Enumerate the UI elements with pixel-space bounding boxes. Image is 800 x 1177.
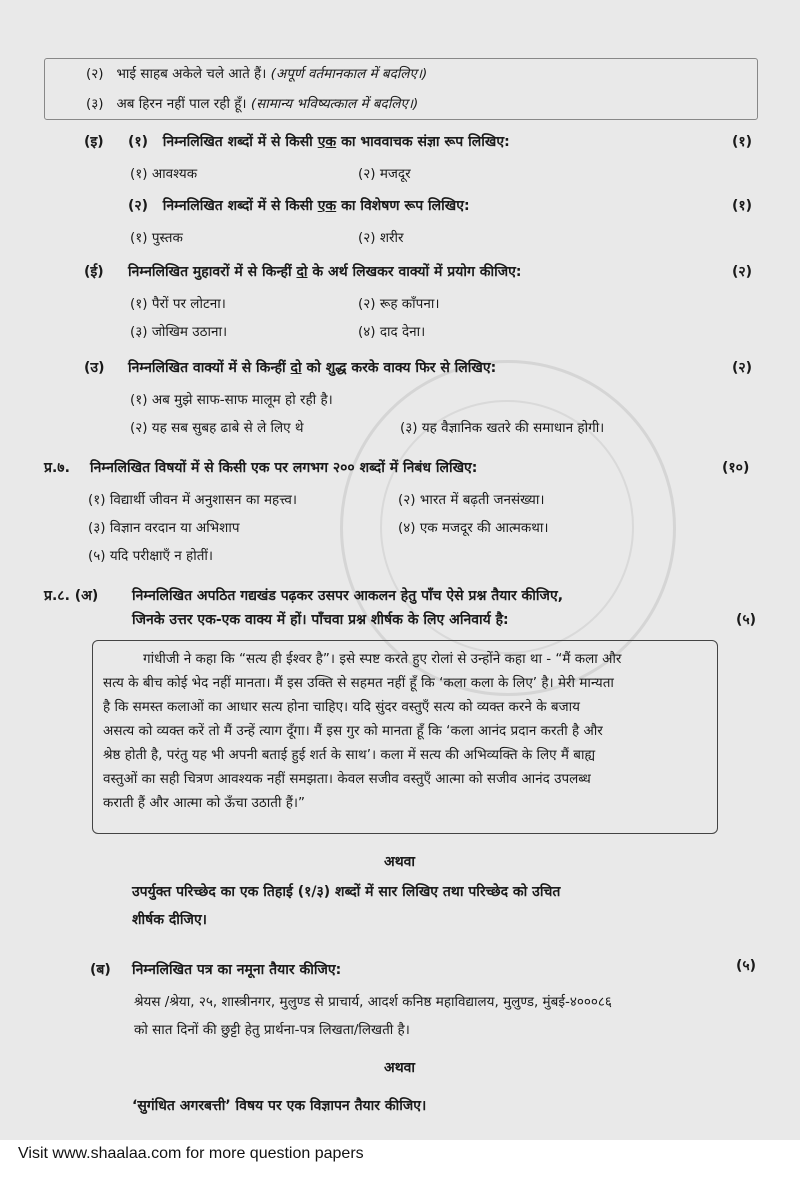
question-i-sub2-marks: (१) xyxy=(732,198,753,214)
question-ii-opt2: (२) रूह काँपना। xyxy=(358,296,440,312)
passage-line: श्रेष्ठ होती है, परंतु यह भी अपनी बताई हुई शर्त के साथ’। कला में सत्य की अभिव्यक्ति के लिए मैं बाह्य xyxy=(103,747,596,763)
question-i-sub1 xyxy=(128,132,510,152)
question-ii-marks: (२) xyxy=(732,264,753,280)
passage-line: है कि समस्त कलाओं का आधार सत्य होना चाहिए। यदि सुंदर वस्तुएँ सत्य को व्यक्त करने के बजाय xyxy=(103,699,580,715)
question-8-line1: निम्नलिखित अपठित गद्यखंड पढ़कर उसपर आकलन हेतु पाँच ऐसे प्रश्न तैयार कीजिए, xyxy=(132,588,564,604)
question-8-marks: (५) xyxy=(736,612,757,628)
question-8b-line2: को सात दिनों की छुट्टी हेतु प्रार्थना-पत्र लिखता/लिखती है। xyxy=(134,1022,410,1038)
question-i-sub1-underline: एक xyxy=(317,134,337,150)
question-8b-text: निम्नलिखित पत्र का नमूना तैयार कीजिए: xyxy=(132,962,342,978)
question-ii-opt3: (३) जोखिम उठाना। xyxy=(130,324,228,340)
top-item-2-hint: (अपूर्ण वर्तमानकाल में बदलिए।) xyxy=(270,66,428,82)
question-i-sub2-text-b: का विशेषण रूप लिखिए: xyxy=(341,198,470,214)
question-u-opt3: (३) यह वैज्ञानिक खतरे की समाधान होगी। xyxy=(400,420,605,436)
question-u-underline: दो xyxy=(290,360,302,376)
passage-line: गांधीजी ने कहा कि “सत्य ही ईश्वर है”। इसे स्पष्ट करते हुए रोलां से उन्होंने कहा था - “मैं कला और xyxy=(143,651,622,667)
passage-line: कराती हैं और आत्मा को ऊँचा उठाती हैं।” xyxy=(103,795,306,811)
question-i-sub1-text-b: का भाववाचक संज्ञा रूप लिखिए: xyxy=(341,134,510,150)
question-i-sub2-underline: एक xyxy=(317,198,337,214)
question-7-opt2: (२) भारत में बढ़ती जनसंख्या। xyxy=(398,492,545,508)
top-item-2-text: भाई साहब अकेले चले आते हैं। xyxy=(116,66,267,82)
passage-line: वस्तुओं का सही चित्रण आवश्यक नहीं समझता। केवल सजीव वस्तुएँ आत्मा को सजीव आनंद उपलब्ध xyxy=(103,771,591,787)
question-u-text-a: निम्नलिखित वाक्यों में से किन्हीं xyxy=(128,360,286,376)
question-i-sub2-opt2: (२) शरीर xyxy=(358,230,404,246)
top-item-2-num: (२) xyxy=(86,66,104,82)
question-ii-text-a: निम्नलिखित मुहावरों में से किन्हीं xyxy=(128,264,292,280)
question-i-sub1-num: (१) xyxy=(128,134,149,150)
question-7-opt1: (१) विद्यार्थी जीवन में अनुशासन का महत्त्व। xyxy=(88,492,298,508)
question-7-opt5: (५) यदि परीक्षाएँ न होतीं। xyxy=(88,548,214,564)
question-i-sub1-opt2: (२) मजदूर xyxy=(358,166,411,182)
or-label-2: अथवा xyxy=(384,1060,416,1076)
or-label-1: अथवा xyxy=(384,854,416,870)
question-i-sub2 xyxy=(128,196,470,216)
question-7-marks: (१०) xyxy=(722,460,750,476)
question-7-text: निम्नलिखित विषयों में से किसी एक पर लगभग २०० शब्दों में निबंध लिखिए: xyxy=(90,460,478,476)
question-i-label: (इ) xyxy=(84,134,104,150)
question-ii-label: (ई) xyxy=(84,264,104,280)
question-ii-underline: दो xyxy=(296,264,308,280)
unseen-passage-box xyxy=(92,640,718,834)
question-i-sub1-marks: (१) xyxy=(732,134,753,150)
question-ii-opt4: (४) दाद देना। xyxy=(358,324,426,340)
question-8-line2: जिनके उत्तर एक-एक वाक्य में हों। पाँचवा प्रश्न शीर्षक के लिए अनिवार्य है: xyxy=(132,612,509,628)
question-u-text xyxy=(128,358,496,378)
question-7-opt3: (३) विज्ञान वरदान या अभिशाप xyxy=(88,520,240,536)
question-u-opt2: (२) यह सब सुबह ढाबे से ले लिए थे xyxy=(130,420,304,436)
top-item-2 xyxy=(86,64,427,84)
question-8-alt-line2: शीर्षक दीजिए। xyxy=(132,912,207,928)
question-i-sub1-text-a: निम्नलिखित शब्दों में से किसी xyxy=(162,134,313,150)
question-8b-line1: श्रेयस /श्रेया, २५, शास्त्रीनगर, मुलुण्ड से प्राचार्य, आदर्श कनिष्ठ महाविद्यालय, मुलुण्ड, मुंबई-४०००८६ xyxy=(134,994,612,1010)
question-7-label: प्र.७. xyxy=(44,460,70,476)
question-i-sub2-opt1: (१) पुस्तक xyxy=(130,230,183,246)
footer-text: Visit www.shaalaa.com for more question papers xyxy=(18,1145,364,1162)
question-i-sub2-num: (२) xyxy=(128,198,149,214)
passage-line: सत्य के बीच कोई भेद नहीं मानता। मैं इस उक्ति से सहमत नहीं हूँ कि ‘कला कला के लिए’ है। मेरी मान्यता xyxy=(103,675,614,691)
question-8-alt-line1: उपर्युक्त परिच्छेद का एक तिहाई (१/३) शब्दों में सार लिखिए तथा परिच्छेद को उचित xyxy=(132,884,561,900)
passage-line: असत्य को व्यक्त करें तो मैं उन्हें त्याग दूँगा। मैं इस गुर को मानता हूँ कि ‘कला आनंद प्रदान करती है और xyxy=(103,723,603,739)
question-u-opt1: (१) अब मुझे साफ-साफ मालूम हो रही है। xyxy=(130,392,333,408)
top-item-3-text: अब हिरन नहीं पाल रही हूँ। xyxy=(116,96,247,112)
question-u-label: (उ) xyxy=(84,360,105,376)
top-item-3 xyxy=(86,94,418,114)
question-8b-marks: (५) xyxy=(736,958,757,974)
question-i-sub2-text-a: निम्नलिखित शब्दों में से किसी xyxy=(162,198,313,214)
question-8b-alt: ‘सुगंधित अगरबत्ती’ विषय पर एक विज्ञापन तैयार कीजिए। xyxy=(132,1098,427,1114)
question-7-opt4: (४) एक मजदूर की आत्मकथा। xyxy=(398,520,549,536)
question-u-text-b: को शुद्ध करके वाक्य फिर से लिखिए: xyxy=(306,360,497,376)
question-ii-opt1: (१) पैरों पर लोटना। xyxy=(130,296,226,312)
question-ii-text xyxy=(128,262,521,282)
question-u-marks: (२) xyxy=(732,360,753,376)
question-ii-text-b: के अर्थ लिखकर वाक्यों में प्रयोग कीजिए: xyxy=(312,264,522,280)
question-8b-label: (ब) xyxy=(90,962,111,978)
question-8-label: प्र.८. (अ) xyxy=(44,588,99,604)
top-item-3-num: (३) xyxy=(86,96,104,112)
top-item-3-hint: (सामान्य भविष्यत्काल में बदलिए।) xyxy=(250,96,419,112)
question-i-sub1-opt1: (१) आवश्यक xyxy=(130,166,198,182)
